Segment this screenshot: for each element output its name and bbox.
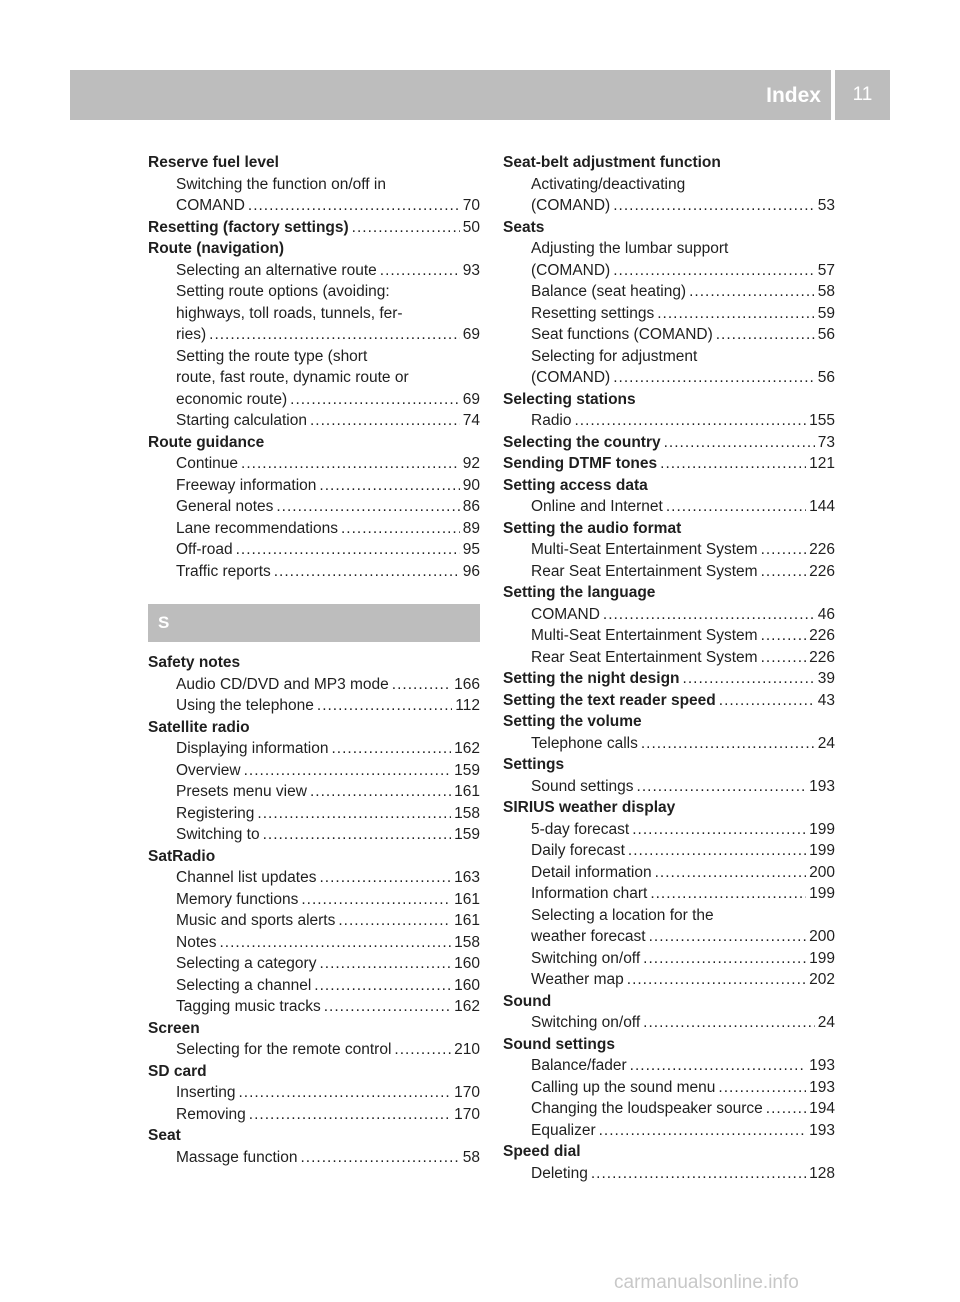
index-heading: Seats (503, 218, 545, 236)
leader-dots (689, 281, 815, 303)
leader-dots (683, 668, 815, 690)
leader-dots (338, 910, 451, 932)
index-subentry (503, 367, 835, 389)
index-subentry (148, 561, 480, 583)
leader-dots (761, 625, 807, 647)
page-reference: 96 (462, 562, 480, 580)
page-title: Index (766, 84, 821, 107)
index-subentry (503, 862, 835, 884)
entry-label: Off-road (176, 541, 233, 558)
page-number: 11 (835, 70, 890, 120)
leader-dots (630, 1055, 806, 1077)
index-heading: Reserve fuel level (148, 154, 279, 171)
page-reference: 53 (817, 197, 835, 214)
index-subentry (503, 1055, 835, 1077)
entry-label: Daily forecast (531, 842, 625, 859)
index-subentry (148, 953, 480, 975)
entry-label: Equalizer (531, 1121, 596, 1139)
leader-dots (660, 453, 806, 475)
entry-label: Switching on/off (531, 1014, 641, 1031)
leader-dots (599, 1120, 807, 1142)
page-reference: 202 (809, 971, 835, 988)
page-reference: 162 (454, 998, 480, 1015)
page-reference: 50 (462, 218, 480, 236)
leader-dots (632, 819, 806, 841)
index-subentry (148, 781, 480, 803)
header-bar (70, 70, 831, 120)
page-reference: 73 (817, 433, 835, 451)
index-subentry (503, 539, 835, 561)
page-reference: 161 (454, 890, 480, 908)
index-subentry (148, 1082, 480, 1104)
index-subentry (503, 776, 835, 798)
page-reference: 199 (809, 949, 835, 967)
index-subentry (148, 1147, 480, 1169)
page-reference: 69 (462, 390, 480, 408)
leader-dots (310, 410, 460, 432)
index-heading: SatRadio (148, 847, 216, 865)
index-subentry (503, 281, 835, 303)
entry-label: Starting calculation (176, 412, 307, 429)
index-subentry (148, 260, 480, 282)
leader-dots (591, 1163, 806, 1185)
page-reference: 170 (454, 1084, 480, 1101)
entry-label: Audio CD/DVD and MP3 mode (176, 675, 389, 693)
page-reference: 59 (817, 304, 835, 322)
page-reference: 56 (817, 326, 835, 343)
index-heading: Safety notes (148, 654, 241, 671)
page-reference: 161 (454, 912, 480, 929)
leader-dots (324, 996, 451, 1018)
leader-dots (392, 674, 451, 696)
index-subentry-text: Switching the function on/off in (176, 175, 386, 193)
entry-label: Memory functions (176, 890, 299, 908)
page-reference: 58 (462, 1148, 480, 1166)
entry-label: Selecting a category (176, 955, 317, 972)
entry-label: Massage function (176, 1148, 298, 1166)
entry-label: Overview (176, 761, 241, 779)
leader-dots (341, 518, 460, 540)
index-subentry (148, 932, 480, 954)
index-subentry-text: Setting the route type (short (176, 347, 368, 365)
page-reference: 57 (817, 261, 835, 279)
index-subentry (148, 453, 480, 475)
index-subentry (148, 496, 480, 518)
leader-dots (209, 324, 460, 346)
entry-label: Selecting a channel (176, 976, 312, 994)
index-subentry (148, 889, 480, 911)
entry-label: Setting the night design (503, 670, 680, 687)
leader-dots (761, 539, 807, 561)
index-subentry (503, 410, 835, 432)
index-subentry (503, 324, 835, 346)
index-subentry-text: highways, toll roads, tunnels, fer- (176, 304, 403, 322)
leader-dots (643, 948, 806, 970)
index-subentry (148, 324, 480, 346)
entry-label: Radio (531, 412, 572, 429)
index-heading: Route guidance (148, 433, 265, 451)
index-heading: Seat-belt adjustment function (503, 154, 721, 171)
leader-dots (637, 776, 807, 798)
entry-label: COMAND (531, 605, 600, 623)
entry-label: Changing the loudspeaker source (531, 1100, 763, 1117)
page-reference: 86 (462, 498, 480, 515)
page-reference: 200 (809, 863, 835, 881)
leader-dots (664, 432, 815, 454)
index-subentry (503, 260, 835, 282)
index-entries-r (148, 152, 480, 582)
section-letter-bar: S (148, 604, 480, 642)
leader-dots (628, 840, 806, 862)
index-subentry (503, 883, 835, 905)
leader-dots (643, 1012, 815, 1034)
entry-label: Lane recommendations (176, 519, 338, 537)
index-heading: Satellite radio (148, 718, 250, 736)
page-reference: 160 (454, 976, 480, 994)
index-subentry (148, 195, 480, 217)
index-subentry (503, 926, 835, 948)
index-heading: Setting access data (503, 476, 648, 494)
leader-dots (241, 453, 460, 475)
page-reference: 160 (454, 955, 480, 972)
index-entries-s-continued (503, 152, 835, 1184)
entry-label: Continue (176, 455, 239, 472)
index-subentry (148, 738, 480, 760)
leader-dots (716, 324, 815, 346)
entry-label: Freeway information (176, 476, 317, 494)
leader-dots (314, 975, 451, 997)
entry-label: Registering (176, 804, 255, 822)
index-heading: Setting the volume (503, 713, 642, 730)
index-heading: Speed dial (503, 1143, 581, 1160)
index-subentry-text: Setting route options (avoiding: (176, 283, 390, 300)
index-subentry-text: Adjusting the lumbar support (531, 240, 729, 257)
leader-dots (649, 926, 807, 948)
leader-dots (319, 867, 451, 889)
index-heading-entry (148, 217, 480, 239)
entry-label: (COMAND) (531, 261, 611, 279)
leader-dots (274, 561, 460, 583)
index-subentry (503, 1012, 835, 1034)
index-subentry (148, 518, 480, 540)
leader-dots (319, 953, 451, 975)
entry-label: Balance/fader (531, 1057, 627, 1074)
index-subentry (503, 948, 835, 970)
entry-label: Multi-Seat Entertainment System (531, 627, 758, 644)
index-column-right (503, 152, 835, 1184)
page-reference: 58 (817, 283, 835, 300)
entry-label: Deleting (531, 1164, 588, 1182)
page-reference: 92 (462, 455, 480, 472)
entry-label: economic route) (176, 390, 288, 408)
entry-label: Setting the text reader speed (503, 691, 716, 709)
index-subentry (503, 1120, 835, 1142)
page-reference: 69 (462, 326, 480, 343)
page-reference: 159 (454, 826, 480, 843)
index-entries-s (148, 652, 480, 1168)
index-subentry-text: Selecting for adjustment (531, 347, 698, 365)
entry-label: Notes (176, 933, 217, 951)
leader-dots (319, 475, 459, 497)
page-reference: 226 (809, 627, 835, 644)
leader-dots (276, 496, 459, 518)
watermark: carmanualsonline.info (614, 1272, 799, 1293)
entry-label: Telephone calls (531, 734, 638, 752)
entry-label: (COMAND) (531, 197, 611, 214)
entry-label: Selecting for the remote control (176, 1041, 392, 1058)
entry-label: Removing (176, 1105, 246, 1123)
page-reference: 199 (809, 820, 835, 838)
index-heading: Sound settings (503, 1035, 615, 1053)
page-reference: 93 (462, 261, 480, 279)
leader-dots (301, 889, 451, 911)
index-subentry (503, 733, 835, 755)
leader-dots (719, 690, 815, 712)
page-reference: 70 (462, 197, 480, 214)
index-subentry (503, 969, 835, 991)
leader-dots (613, 260, 815, 282)
entry-label: Traffic reports (176, 562, 271, 580)
entry-label: Resetting (factory settings) (148, 218, 349, 236)
entry-label: Seat functions (COMAND) (531, 326, 713, 343)
index-heading-entry (503, 668, 835, 690)
index-column-left (148, 152, 480, 1168)
index-subentry-text: route, fast route, dynamic route or (176, 369, 409, 386)
leader-dots (257, 803, 451, 825)
index-heading: Route (navigation) (148, 240, 285, 257)
entry-label: Online and Internet (531, 498, 663, 515)
entry-label: COMAND (176, 197, 245, 214)
index-subentry (148, 867, 480, 889)
entry-label: Displaying information (176, 740, 329, 757)
page-reference: 226 (809, 648, 835, 666)
index-subentry (148, 674, 480, 696)
entry-label: 5-day forecast (531, 820, 630, 838)
entry-label: Switching on/off (531, 949, 641, 967)
index-subentry (503, 604, 835, 626)
leader-dots (244, 760, 452, 782)
index-subentry (148, 410, 480, 432)
index-subentry (503, 1163, 835, 1185)
index-subentry (148, 1039, 480, 1061)
leader-dots (394, 1039, 451, 1061)
entry-label: Sending DTMF tones (503, 455, 658, 472)
leader-dots (317, 695, 452, 717)
entry-label: Tagging music tracks (176, 998, 321, 1015)
page-reference: 24 (817, 1014, 835, 1031)
entry-label: Music and sports alerts (176, 912, 336, 929)
page-reference: 193 (809, 777, 835, 795)
leader-dots (263, 824, 452, 846)
index-subentry-text: Activating/deactivating (531, 175, 686, 193)
page-reference: 46 (817, 605, 835, 623)
page-reference: 89 (462, 519, 480, 537)
page-reference: 39 (817, 670, 835, 687)
page-reference: 90 (462, 476, 480, 494)
index-heading: SD card (148, 1062, 207, 1080)
index-heading: Seat (148, 1127, 181, 1144)
leader-dots (650, 883, 806, 905)
entry-label: Inserting (176, 1084, 236, 1101)
entry-label: ries) (176, 326, 207, 343)
entry-label: Rear Seat Entertainment System (531, 648, 758, 666)
index-heading-entry (503, 690, 835, 712)
entry-label: Channel list updates (176, 869, 317, 886)
leader-dots (248, 195, 460, 217)
page-reference: 158 (454, 933, 480, 951)
entry-label: Presets menu view (176, 783, 307, 800)
entry-label: Sound settings (531, 777, 634, 795)
index-subentry (503, 840, 835, 862)
leader-dots (603, 604, 815, 626)
entry-label: General notes (176, 498, 274, 515)
index-heading: Selecting stations (503, 390, 636, 408)
entry-label: (COMAND) (531, 369, 611, 386)
index-subentry (148, 760, 480, 782)
page-reference: 226 (809, 562, 835, 580)
page-reference: 43 (817, 691, 835, 709)
leader-dots (613, 195, 815, 217)
entry-label: Detail information (531, 863, 652, 881)
page-reference: 121 (809, 455, 835, 472)
page-reference: 95 (462, 541, 480, 558)
leader-dots (627, 969, 806, 991)
index-heading: Setting the audio format (503, 519, 682, 537)
page-reference: 162 (454, 740, 480, 757)
entry-label: Multi-Seat Entertainment System (531, 541, 758, 558)
index-heading-entry (503, 453, 835, 475)
leader-dots (332, 738, 452, 760)
page-reference: 166 (454, 675, 480, 693)
page-reference: 193 (809, 1078, 835, 1096)
leader-dots (761, 561, 807, 583)
entry-label: weather forecast (531, 928, 646, 945)
page-reference: 155 (809, 412, 835, 429)
index-subentry (503, 561, 835, 583)
entry-label: Information chart (531, 885, 648, 902)
index-subentry (148, 910, 480, 932)
index-heading: Sound (503, 992, 552, 1010)
index-subentry (148, 1104, 480, 1126)
page-reference: 159 (454, 761, 480, 779)
index-subentry (503, 1098, 835, 1120)
index-subentry (503, 647, 835, 669)
index-subentry (148, 996, 480, 1018)
page-reference: 193 (809, 1057, 835, 1074)
index-subentry (503, 303, 835, 325)
page-reference: 193 (809, 1121, 835, 1139)
index-subentry (148, 389, 480, 411)
entry-label: Switching to (176, 826, 260, 843)
index-heading-entry (503, 432, 835, 454)
index-subentry (503, 195, 835, 217)
index-subentry (148, 803, 480, 825)
page-reference: 24 (817, 734, 835, 752)
page-reference: 56 (817, 369, 835, 386)
entry-label: Balance (seat heating) (531, 283, 687, 300)
index-subentry (148, 695, 480, 717)
entry-label: Weather map (531, 971, 624, 988)
page-reference: 163 (454, 869, 480, 886)
page-reference: 194 (809, 1100, 835, 1117)
leader-dots (236, 539, 460, 561)
leader-dots (657, 303, 815, 325)
entry-label: Using the telephone (176, 697, 314, 714)
page-reference: 210 (454, 1041, 480, 1058)
leader-dots (352, 217, 460, 239)
entry-label: Rear Seat Entertainment System (531, 562, 758, 580)
index-subentry (503, 819, 835, 841)
leader-dots (766, 1098, 806, 1120)
entry-label: Selecting the country (503, 433, 661, 451)
leader-dots (655, 862, 807, 884)
page-reference: 112 (455, 697, 480, 714)
page-reference: 226 (809, 541, 835, 558)
leader-dots (290, 389, 460, 411)
leader-dots (666, 496, 806, 518)
leader-dots (575, 410, 807, 432)
leader-dots (641, 733, 815, 755)
leader-dots (238, 1082, 451, 1104)
leader-dots (613, 367, 815, 389)
page-reference: 199 (809, 885, 835, 902)
page-reference: 144 (809, 498, 835, 515)
index-heading: Screen (148, 1019, 200, 1037)
index-subentry (148, 975, 480, 997)
page-reference: 128 (809, 1164, 835, 1182)
index-subentry (148, 824, 480, 846)
entry-label: Calling up the sound menu (531, 1078, 716, 1096)
leader-dots (249, 1104, 451, 1126)
index-subentry (503, 625, 835, 647)
page-reference: 200 (809, 928, 835, 945)
leader-dots (220, 932, 452, 954)
index-subentry (148, 475, 480, 497)
page-reference: 158 (454, 804, 480, 822)
leader-dots (301, 1147, 460, 1169)
entry-label: Selecting an alternative route (176, 261, 377, 279)
index-heading: SIRIUS weather display (503, 799, 676, 816)
index-heading: Settings (503, 756, 565, 773)
index-heading: Setting the language (503, 584, 656, 601)
page-reference: 199 (809, 842, 835, 859)
index-subentry (503, 496, 835, 518)
leader-dots (380, 260, 460, 282)
index-subentry (148, 539, 480, 561)
page-reference: 74 (462, 412, 480, 429)
leader-dots (310, 781, 451, 803)
page-reference: 170 (454, 1105, 480, 1123)
index-subentry-text: Selecting a location for the (531, 906, 714, 924)
leader-dots (718, 1077, 806, 1099)
index-subentry (503, 1077, 835, 1099)
page-reference: 161 (454, 783, 480, 800)
leader-dots (761, 647, 807, 669)
entry-label: Resetting settings (531, 304, 655, 322)
